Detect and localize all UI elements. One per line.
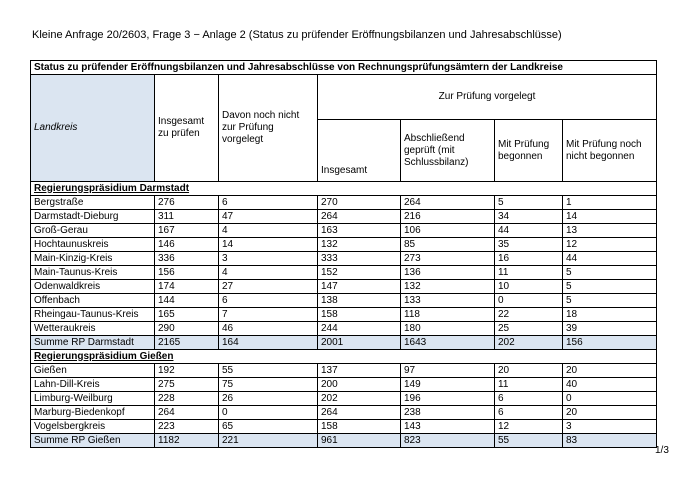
header-davon-nicht-vorgelegt: Davon noch nicht zur Prüfung vorgelegt xyxy=(219,75,318,182)
table-cell: 144 xyxy=(155,294,219,308)
table-row xyxy=(31,392,657,406)
table-cell: 270 xyxy=(318,196,401,210)
table-caption: Status zu prüfender Eröffnungsbilanzen und Jahresabschlüsse von Rechnungsprüfungsämtern der Landkreise xyxy=(31,61,657,75)
sum-cell: 164 xyxy=(219,336,318,350)
table-cell: 20 xyxy=(563,406,657,420)
table-row xyxy=(31,308,657,322)
table-cell: 174 xyxy=(155,280,219,294)
table-cell: 14 xyxy=(563,210,657,224)
table-cell: 152 xyxy=(318,266,401,280)
table-cell: 133 xyxy=(401,294,495,308)
table-cell: 14 xyxy=(219,238,318,252)
table-cell: 276 xyxy=(155,196,219,210)
table-cell: 27 xyxy=(219,280,318,294)
status-table xyxy=(30,60,657,448)
table-row xyxy=(31,322,657,336)
table-cell: 275 xyxy=(155,378,219,392)
table-row xyxy=(31,238,657,252)
table-cell: 46 xyxy=(219,322,318,336)
table-cell: 4 xyxy=(219,266,318,280)
table-cell: 85 xyxy=(401,238,495,252)
table-cell: 10 xyxy=(495,280,563,294)
table-cell: 192 xyxy=(155,364,219,378)
table-cell: Hochtaunuskreis xyxy=(31,238,155,252)
table-cell: Marburg-Biedenkopf xyxy=(31,406,155,420)
table-cell: 264 xyxy=(318,406,401,420)
table-row xyxy=(31,196,657,210)
table-cell: 40 xyxy=(563,378,657,392)
sum-cell: 1643 xyxy=(401,336,495,350)
table-cell: Groß-Gerau xyxy=(31,224,155,238)
table-cell: 158 xyxy=(318,420,401,434)
table-cell: 65 xyxy=(219,420,318,434)
table-cell: 132 xyxy=(318,238,401,252)
table-cell: Odenwaldkreis xyxy=(31,280,155,294)
sum-row xyxy=(31,434,657,448)
table-cell: 25 xyxy=(495,322,563,336)
table-cell: 5 xyxy=(495,196,563,210)
table-cell: 6 xyxy=(495,392,563,406)
table-cell: 44 xyxy=(495,224,563,238)
table-cell: 0 xyxy=(563,392,657,406)
table-cell: 200 xyxy=(318,378,401,392)
table-cell: 20 xyxy=(563,364,657,378)
table-cell: Main-Kinzig-Kreis xyxy=(31,252,155,266)
table-cell: Gießen xyxy=(31,364,155,378)
table-cell: 20 xyxy=(495,364,563,378)
table-cell: 12 xyxy=(563,238,657,252)
table-row xyxy=(31,280,657,294)
table-cell: 47 xyxy=(219,210,318,224)
table-cell: Offenbach xyxy=(31,294,155,308)
table-row xyxy=(31,406,657,420)
table-cell: 196 xyxy=(401,392,495,406)
sum-cell: 1182 xyxy=(155,434,219,448)
table-cell: 146 xyxy=(155,238,219,252)
table-cell: 165 xyxy=(155,308,219,322)
table-cell: 13 xyxy=(563,224,657,238)
header-zur-pruefung-vorgelegt: Zur Prüfung vorgelegt xyxy=(318,75,657,120)
table-row xyxy=(31,420,657,434)
table-cell: Lahn-Dill-Kreis xyxy=(31,378,155,392)
table-cell: 16 xyxy=(495,252,563,266)
table-cell: 6 xyxy=(495,406,563,420)
sum-cell: 2001 xyxy=(318,336,401,350)
table-cell: 35 xyxy=(495,238,563,252)
table-cell: 11 xyxy=(495,266,563,280)
table-cell: Bergstraße xyxy=(31,196,155,210)
table-cell: 264 xyxy=(155,406,219,420)
page-number: 1/3 xyxy=(655,445,669,456)
table-cell: 264 xyxy=(318,210,401,224)
table-cell: 238 xyxy=(401,406,495,420)
table-cell: Limburg-Weilburg xyxy=(31,392,155,406)
table-cell: Wetteraukreis xyxy=(31,322,155,336)
table-cell: 149 xyxy=(401,378,495,392)
table-cell: 6 xyxy=(219,294,318,308)
table-cell: 55 xyxy=(219,364,318,378)
table-cell: 156 xyxy=(155,266,219,280)
table-row xyxy=(31,266,657,280)
table-cell: 11 xyxy=(495,378,563,392)
table-row xyxy=(31,252,657,266)
table-cell: 0 xyxy=(219,406,318,420)
table-cell: 132 xyxy=(401,280,495,294)
table-cell: 244 xyxy=(318,322,401,336)
table-cell: 290 xyxy=(155,322,219,336)
table-cell: 75 xyxy=(219,378,318,392)
header-mit-pruefung-nicht-begonnen: Mit Prüfung noch nicht begonnen xyxy=(563,120,657,182)
table-cell: 7 xyxy=(219,308,318,322)
table-cell: 34 xyxy=(495,210,563,224)
table-cell: 158 xyxy=(318,308,401,322)
table-cell: 137 xyxy=(318,364,401,378)
table-cell: 5 xyxy=(563,266,657,280)
table-cell: 163 xyxy=(318,224,401,238)
table-cell: 136 xyxy=(401,266,495,280)
table-cell: 1 xyxy=(563,196,657,210)
table-cell: 143 xyxy=(401,420,495,434)
table-cell: 12 xyxy=(495,420,563,434)
sum-cell: 156 xyxy=(563,336,657,350)
table-cell: 106 xyxy=(401,224,495,238)
table-cell: 273 xyxy=(401,252,495,266)
sum-cell: 221 xyxy=(219,434,318,448)
table-cell: 26 xyxy=(219,392,318,406)
table-cell: 167 xyxy=(155,224,219,238)
sum-cell: 961 xyxy=(318,434,401,448)
table-cell: 3 xyxy=(219,252,318,266)
table-cell: 138 xyxy=(318,294,401,308)
table-cell: 216 xyxy=(401,210,495,224)
table-cell: 3 xyxy=(563,420,657,434)
header-mit-pruefung-begonnen: Mit Prüfung begonnen xyxy=(495,120,563,182)
table-cell: 97 xyxy=(401,364,495,378)
sum-cell: Summe RP Gießen xyxy=(31,434,155,448)
table-cell: 39 xyxy=(563,322,657,336)
table-cell: 264 xyxy=(401,196,495,210)
header-abschliessend-geprueft: Abschließend geprüft (mit Schlussbilanz) xyxy=(401,120,495,182)
table-cell: 6 xyxy=(219,196,318,210)
table-cell: 44 xyxy=(563,252,657,266)
table-cell: 5 xyxy=(563,294,657,308)
table-cell: Main-Taunus-Kreis xyxy=(31,266,155,280)
table-row xyxy=(31,210,657,224)
sum-cell: 823 xyxy=(401,434,495,448)
table-row xyxy=(31,364,657,378)
region-header: Regierungspräsidium Gießen xyxy=(31,350,657,364)
table-cell: 202 xyxy=(318,392,401,406)
header-insgesamt: Insgesamt xyxy=(318,120,401,182)
table-row xyxy=(31,294,657,308)
table-cell: 180 xyxy=(401,322,495,336)
table-row xyxy=(31,378,657,392)
header-landkreis: Landkreis xyxy=(31,75,155,182)
header-insgesamt-zu-pruefen: Insgesamt zu prüfen xyxy=(155,75,219,182)
document-title: Kleine Anfrage 20/2603, Frage 3 − Anlage 2 (Status zu prüfender Eröffnungsbilanzen und Jahresabschlüsse) xyxy=(32,29,562,41)
sum-cell: 202 xyxy=(495,336,563,350)
table-cell: 228 xyxy=(155,392,219,406)
table-cell: 18 xyxy=(563,308,657,322)
sum-row xyxy=(31,336,657,350)
sum-cell: 83 xyxy=(563,434,657,448)
table-cell: Vogelsbergkreis xyxy=(31,420,155,434)
sum-cell: Summe RP Darmstadt xyxy=(31,336,155,350)
table-cell: 147 xyxy=(318,280,401,294)
table-cell: 118 xyxy=(401,308,495,322)
table-cell: 311 xyxy=(155,210,219,224)
table-cell: 336 xyxy=(155,252,219,266)
sum-cell: 2165 xyxy=(155,336,219,350)
table-cell: 22 xyxy=(495,308,563,322)
table-row xyxy=(31,224,657,238)
table-cell: 333 xyxy=(318,252,401,266)
region-header: Regierungspräsidium Darmstadt xyxy=(31,182,657,196)
table-cell: 223 xyxy=(155,420,219,434)
table-cell: Rheingau-Taunus-Kreis xyxy=(31,308,155,322)
table-cell: Darmstadt-Dieburg xyxy=(31,210,155,224)
table-cell: 0 xyxy=(495,294,563,308)
sum-cell: 55 xyxy=(495,434,563,448)
table-cell: 4 xyxy=(219,224,318,238)
table-cell: 5 xyxy=(563,280,657,294)
